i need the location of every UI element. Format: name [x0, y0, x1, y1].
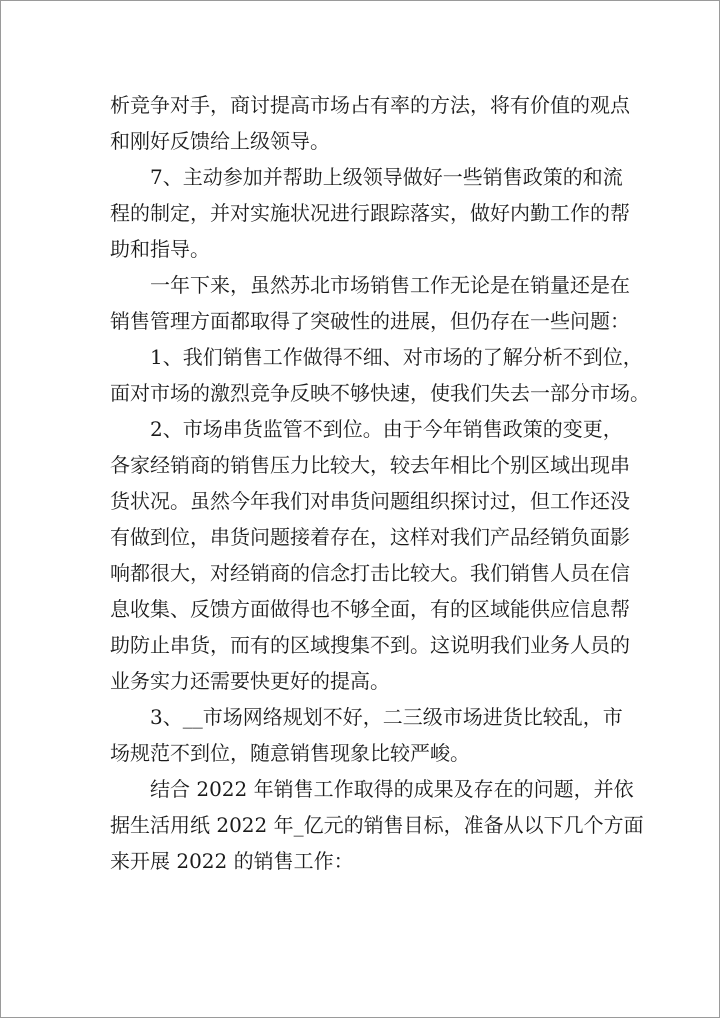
text-line: 来开展 2022 的销售工作：: [110, 849, 354, 873]
paragraph-year-summary: [110, 267, 630, 339]
text-line: 业务实力还需要快更好的提高。: [110, 669, 390, 693]
text-line: 和刚好反馈给上级领导。: [110, 129, 330, 153]
text-line: 销售管理方面都取得了突破性的进展，但仍存在一些问题：: [110, 309, 630, 333]
paragraph-plan-intro: [110, 771, 644, 879]
text-line: 有做到位，串货问题接着存在，这样对我们产品经销负面影: [110, 525, 630, 549]
text-line: 程的制定，并对实施状况进行跟踪落实，做好内勤工作的帮: [110, 201, 630, 225]
paragraph-problem-3: [110, 699, 623, 771]
text-line: 结合 2022 年销售工作取得的成果及存在的问题，并依: [150, 777, 634, 801]
text-line: 据生活用纸 2022 年_亿元的销售目标，准备从以下几个方面: [110, 813, 644, 837]
text-line: 析竞争对手，商讨提高市场占有率的方法，将有价值的观点: [110, 93, 630, 117]
paragraph-item-7: [110, 159, 630, 267]
document-body: [110, 87, 650, 879]
text-line: 货状况。虽然今年我们对串货问题组织探讨过，但工作还没: [110, 489, 630, 513]
text-line: 2、市场串货监管不到位。由于今年销售政策的变更，: [150, 417, 623, 441]
text-line: 3、__市场网络规划不好，二三级市场进货比较乱，市: [150, 705, 623, 729]
text-line: 7、主动参加并帮助上级领导做好一些销售政策的和流: [150, 165, 623, 189]
paragraph-analysis-continued: [110, 87, 630, 159]
text-line: 一年下来，虽然苏北市场销售工作无论是在销量还是在: [150, 273, 630, 297]
paragraph-problem-2: [110, 411, 630, 699]
text-line: 助防止串货，而有的区域搜集不到。这说明我们业务人员的: [110, 633, 630, 657]
text-line: 场规范不到位，随意销售现象比较严峻。: [110, 741, 470, 765]
text-line: 响都很大，对经销商的信念打击比较大。我们销售人员在信: [110, 561, 630, 585]
text-line: 1、我们销售工作做得不细、对市场的了解分析不到位，: [150, 345, 643, 369]
text-line: 息收集、反馈方面做得也不够全面，有的区域能供应信息帮: [110, 597, 630, 621]
text-line: 面对市场的激烈竞争反映不够快速，使我们失去一部分市场。: [110, 381, 650, 405]
paragraph-problem-1: [110, 339, 650, 411]
text-line: 助和指导。: [110, 237, 210, 261]
text-line: 各家经销商的销售压力比较大，较去年相比个别区域出现串: [110, 453, 630, 477]
